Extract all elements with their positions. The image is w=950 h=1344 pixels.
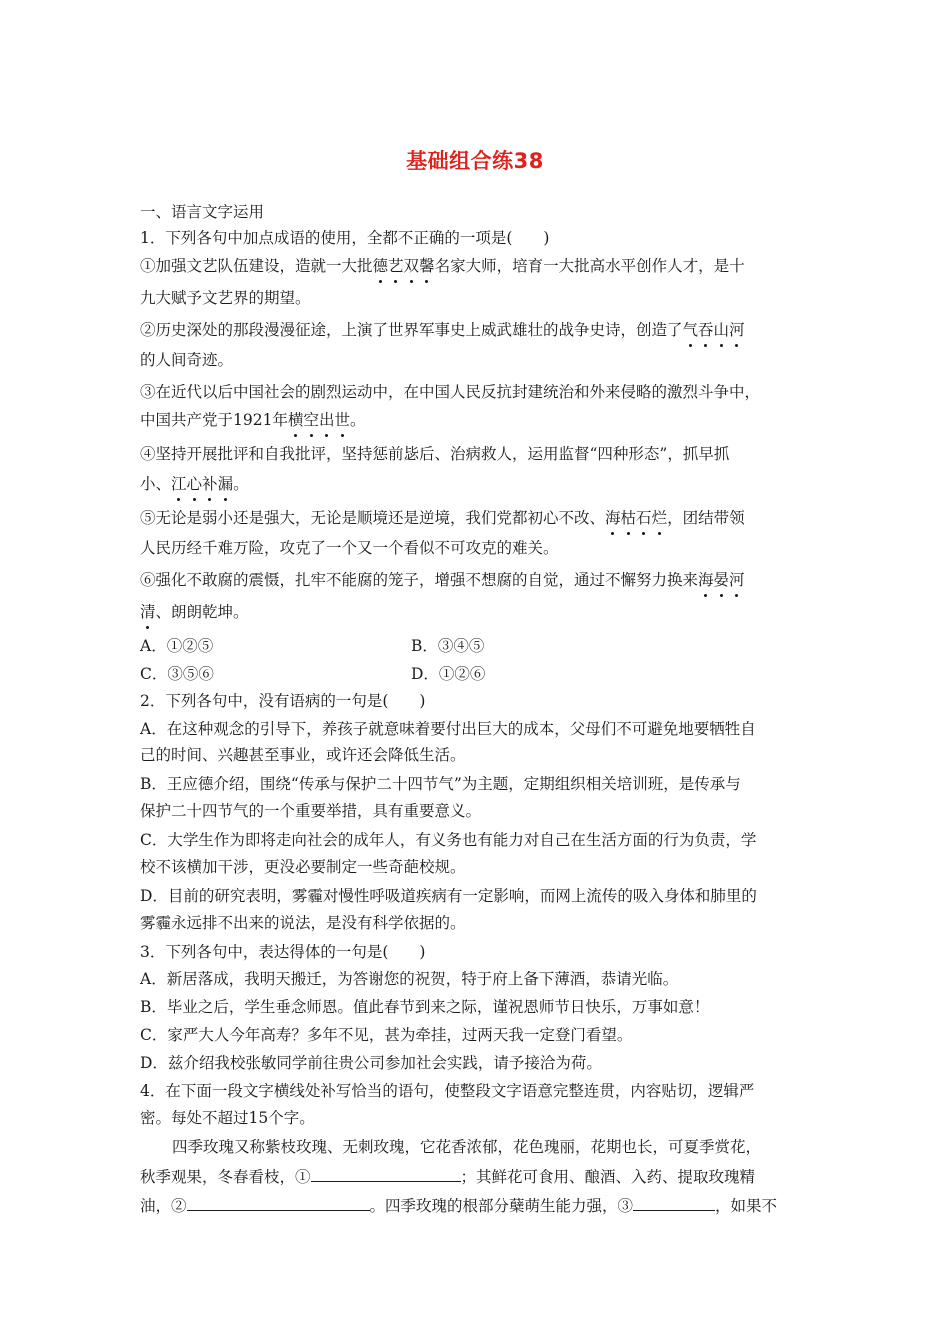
emphasis-char: 海 [698, 571, 714, 589]
q2-option-b-cont: 保护二十四节气的一个重要举措，具有重要意义。 [140, 802, 482, 820]
q2-option-c: C．大学生作为即将走向社会的成年人，有义务也有能力对自己在生活方面的行为负责，学 [140, 831, 757, 849]
q1-sentence-2-cont: 的人间奇迹。 [140, 351, 234, 369]
q1-sentence-5-cont: 人民历经千难万险，攻克了一个又一个看似不可攻克的难关。 [140, 539, 559, 557]
q4-stem-cont: 密。每处不超过15个字。 [140, 1109, 315, 1127]
emphasis-char: 河 [729, 571, 745, 589]
emphasized-idiom [683, 321, 745, 339]
blank-2[interactable] [187, 1193, 370, 1211]
emphasized-idiom [373, 257, 435, 275]
q2-option-a: A．在这种观念的引导下，养孩子就意味着要付出巨大的成本，父母们不可避免地要牺牲自 [140, 720, 756, 738]
emphasis-char: 吞 [698, 321, 714, 339]
q1-sentence-2: ②历史深处的那段漫漫征途，上演了世界军事史上威武雄壮的战争史诗，创造了气吞山河 [140, 321, 745, 339]
q2-stem: 2．下列各句中，没有语病的一句是( ) [140, 692, 426, 710]
emphasis-char: 清 [140, 603, 156, 621]
emphasis-char: 德 [372, 257, 389, 275]
blank-3[interactable] [633, 1193, 715, 1211]
emphasis-char: 河 [729, 321, 745, 339]
q2-option-d-cont: 雾霾永远排不出来的说法，是没有科学依据的。 [140, 914, 466, 932]
emphasized-idiom [171, 475, 233, 493]
emphasis-char: 漏 [217, 475, 234, 493]
q1-option-d: D．①②⑥ [411, 665, 486, 683]
emphasis-char: 江 [171, 475, 187, 493]
emphasized-idiom [605, 509, 667, 527]
emphasis-char: 双 [403, 257, 420, 275]
emphasis-char: 烂 [651, 509, 668, 527]
q1-sentence-3: ③在近代以后中国社会的剧烈运动中，在中国人民反抗封建统治和外来侵略的激烈斗争中， [140, 383, 761, 401]
emphasis-char: 山 [713, 321, 730, 339]
q4-passage-line-2: 秋季观果，冬春看枝，① ；其鲜花可食用、酿酒、入药、提取玫瑰精 [140, 1164, 812, 1188]
q1-sentence-5: ⑤无论是弱小还是强大，无论是顺境还是逆境，我们党都初心不改、海枯石烂，团结带领 [140, 509, 745, 527]
q3-stem: 3．下列各句中，表达得体的一句是( ) [140, 943, 426, 961]
emphasized-idiom [698, 571, 745, 589]
emphasis-char: 石 [636, 509, 652, 527]
emphasis-char: 空 [303, 411, 319, 429]
emphasized-idiom [288, 411, 350, 429]
emphasis-char: 馨 [419, 257, 435, 275]
emphasized-idiom-end [140, 603, 156, 621]
q1-sentence-3-cont: 中国共产党于1921年横空出世。 [140, 411, 366, 429]
emphasis-char: 艺 [388, 257, 404, 275]
q3-option-d: D．兹介绍我校张敏同学前往贵公司参加社会实践，请予接洽为荷。 [140, 1054, 602, 1072]
emphasis-char: 世 [334, 411, 351, 429]
q2-option-a-cont: 己的时间、兴趣甚至事业，或许还会降低生活。 [140, 746, 466, 764]
q3-option-c: C．家严大人今年高寿？多年不见，甚为牵挂，过两天我一定登门看望。 [140, 1026, 633, 1044]
q3-option-a: A．新居落成，我明天搬迁，为答谢您的祝贺，特于府上备下薄酒，恭请光临。 [140, 970, 679, 988]
q1-sentence-1: ①加强文艺队伍建设，造就一大批德艺双馨名家大师，培育一大批高水平创作人才，是十 [140, 257, 745, 275]
emphasis-char: 气 [682, 321, 699, 339]
q4-passage-line-1: 四季玫瑰又称紫枝玫瑰、无刺玫瑰，它花香浓郁，花色瑰丽，花期也长，可夏季赏花， [172, 1138, 762, 1156]
q1-stem: 1．下列各句中加点成语的使用，全都不正确的一项是( ) [140, 229, 550, 247]
q2-option-c-cont: 校不该横加干涉，更没必要制定一些奇葩校规。 [140, 858, 466, 876]
q1-option-a: A．①②⑤ [140, 637, 214, 655]
page-title: 基础组合练38 [406, 149, 544, 173]
q1-sentence-6: ⑥强化不敢腐的震慑，扎牢不能腐的笼子，增强不想腐的自觉，通过不懈努力换来海晏河 [140, 571, 745, 589]
q4-stem: 4．在下面一段文字横线处补写恰当的语句，使整段文字语意完整连贯，内容贴切，逻辑严 [140, 1082, 755, 1100]
emphasis-char: 横 [287, 411, 304, 429]
emphasis-char: 枯 [620, 509, 637, 527]
q2-option-b: B．王应德介绍，围绕“传承与保护二十四节气”为主题，定期组织相关培训班，是传承与 [140, 775, 741, 793]
q1-option-b: B．③④⑤ [411, 637, 485, 655]
q1-sentence-4-cont: 小、江心补漏。 [140, 475, 249, 493]
q1-option-c: C．③⑤⑥ [140, 665, 214, 683]
emphasis-char: 出 [318, 411, 335, 429]
q1-sentence-6-cont: 清、朗朗乾坤。 [140, 603, 249, 621]
q4-passage-line-3: 油，② 。四季玫瑰的根部分蘖萌生能力强，③ ，如果不 [140, 1193, 812, 1217]
emphasis-char: 补 [202, 475, 218, 493]
section-heading: 一、语言文字运用 [140, 203, 265, 221]
emphasis-char: 海 [605, 509, 621, 527]
q1-sentence-1-cont: 九大赋予文艺界的期望。 [140, 289, 311, 307]
q2-option-d: D．目前的研究表明，雾霾对慢性呼吸道疾病有一定影响，而网上流传的吸入身体和肺里的 [140, 887, 757, 905]
emphasis-char: 心 [186, 475, 203, 493]
emphasis-char: 晏 [713, 571, 730, 589]
q3-option-b: B．毕业之后，学生垂念师恩。值此春节到来之际，谨祝恩师节日快乐，万事如意！ [140, 998, 710, 1016]
q1-sentence-4: ④坚持开展批评和自我批评，坚持惩前毖后、治病救人，运用监督“四种形态”，抓早抓 [140, 445, 730, 463]
blank-1[interactable] [311, 1164, 461, 1182]
